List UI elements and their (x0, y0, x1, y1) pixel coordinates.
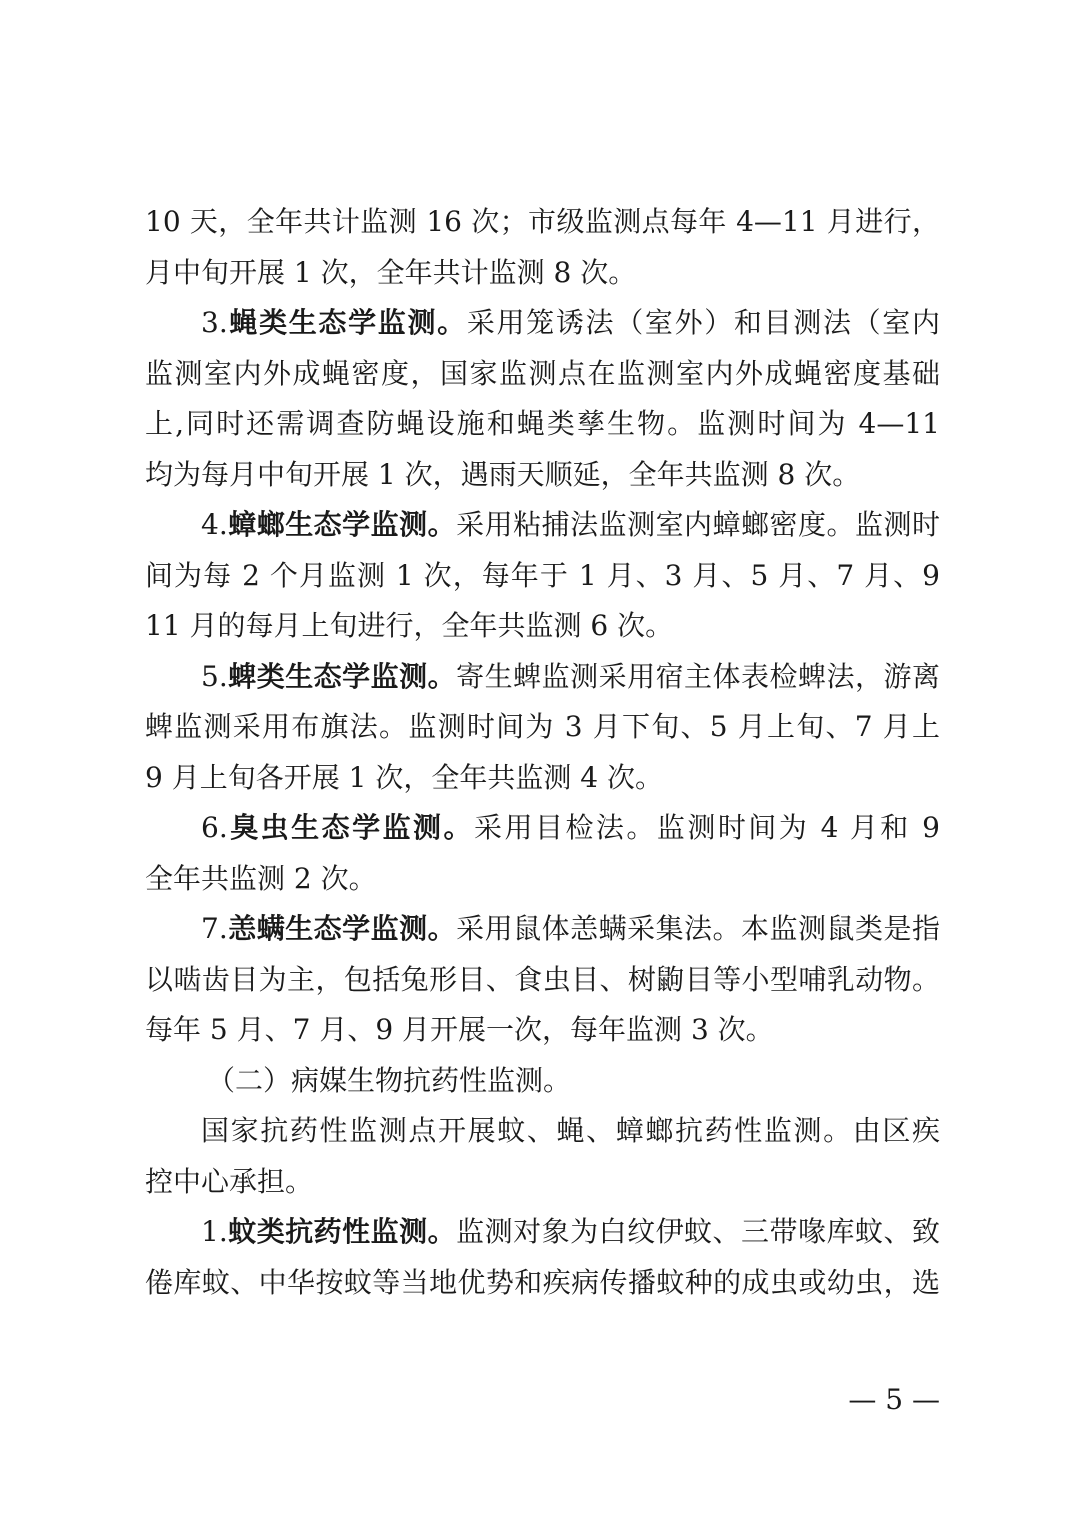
section-number: 4. (201, 508, 228, 541)
paragraph (145, 500, 940, 652)
text-line: 国家抗药性监测点开展蚊、蝇、蟑螂抗药性监测。由区疾 (201, 1114, 940, 1147)
text-line: 11 月的每月上旬进行，全年共监测 6 次。 (145, 609, 674, 642)
line-text: 采用鼠体恙螨采集法。本监测鼠类是指 (456, 912, 940, 945)
paragraph (145, 298, 940, 500)
text-line: 蜱监测采用布旗法。监测时间为 3 月下旬、5 月上旬、7 月上 (145, 710, 940, 743)
text-line: 间为每 2 个月监测 1 次，每年于 1 月、3 月、5 月、7 月、9 (145, 558, 940, 592)
text-line: 上,同时还需调查防蝇设施和蝇类孳生物。监测时间为 4—11 (145, 407, 940, 440)
text-line: 监测室内外成蝇密度，国家监测点在监测室内外成蝇密度基础 (145, 356, 940, 390)
body-text (145, 197, 940, 1308)
section-number: 3. (201, 306, 228, 339)
line-text: 寄生蜱监测采用宿主体表检蜱法，游离 (456, 659, 940, 693)
text-line: 10 天，全年共计监测 16 次；市级监测点每年 4—11 月进行， (145, 205, 940, 238)
paragraph (145, 803, 940, 904)
section-number: 6. (201, 811, 228, 844)
text-line: 均为每月中旬开展 1 次，遇雨天顺延，全年共监测 8 次。 (145, 457, 861, 491)
section-heading: 蜱类生态学监测。 (227, 659, 457, 693)
text-line: 全年共监测 2 次。 (145, 861, 377, 895)
section-heading: 蚊类抗药性监测。 (227, 1215, 457, 1248)
page-number: — 5 — (848, 1383, 940, 1416)
paragraph (145, 1056, 940, 1107)
text-line: 每年 5 月、7 月、9 月开展一次，每年监测 3 次。 (145, 1013, 774, 1046)
text-line (145, 298, 940, 349)
text-line: 以啮齿目为主，包括兔形目、食虫目、树鼩目等小型哺乳动物。 (145, 962, 940, 996)
section-number: 7. (201, 912, 228, 945)
paragraph (145, 904, 940, 1056)
section-heading: 臭虫生态学监测。 (227, 811, 475, 844)
text-line: 月中旬开展 1 次，全年共计监测 8 次。 (145, 255, 637, 289)
line-text: 监测对象为白纹伊蚊、三带喙库蚊、致 (456, 1215, 940, 1248)
line-text: 采用目检法。监测时间为 4 月和 9 (474, 811, 940, 844)
text-line (145, 803, 940, 854)
text-line (145, 500, 940, 551)
section-heading: 蝇类生态学监测。 (227, 306, 467, 339)
section-heading: 蟑螂生态学监测。 (227, 508, 457, 541)
text-line: 9 月上旬各开展 1 次，全年共监测 4 次。 (145, 760, 663, 794)
section-number: 5. (201, 659, 228, 693)
section-heading: 恙螨生态学监测。 (227, 912, 457, 945)
line-text: 采用粘捕法监测室内蟑螂密度。监测时 (456, 508, 940, 541)
text-line (145, 1207, 940, 1258)
paragraph (145, 197, 940, 298)
section-number: 1. (201, 1215, 228, 1248)
text-line (145, 904, 940, 955)
text-line: 倦库蚊、中华按蚊等当地优势和疾病传播蚊种的成虫或幼虫，选 (145, 1265, 940, 1299)
text-line: （二）病媒生物抗药性监测。 (207, 1063, 572, 1097)
paragraph (145, 1207, 940, 1308)
paragraph (145, 652, 940, 804)
line-text: 采用笼诱法（室外）和目测法（室内 (466, 306, 940, 339)
text-line (145, 652, 940, 703)
paragraph (145, 1106, 940, 1207)
text-line: 控中心承担。 (145, 1164, 314, 1198)
